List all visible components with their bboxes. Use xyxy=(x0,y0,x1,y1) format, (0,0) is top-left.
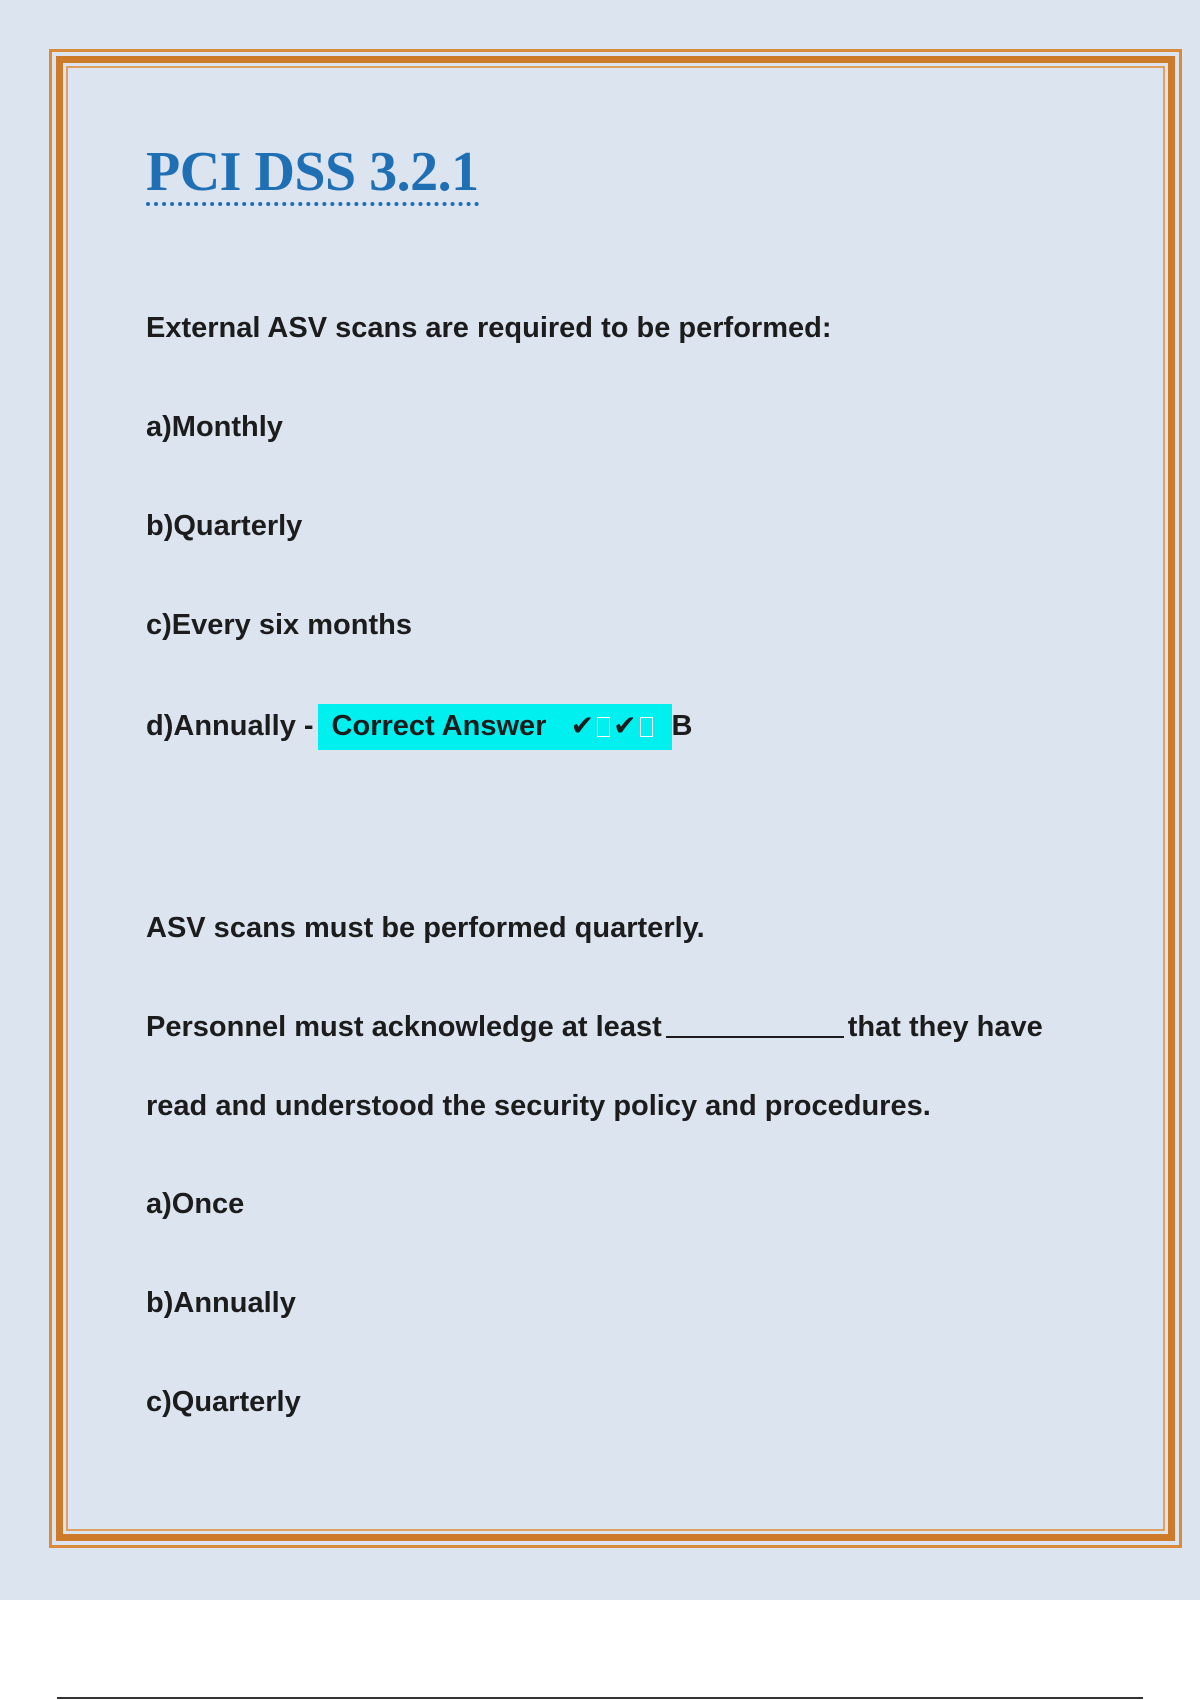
q2-option-b: b)Annually xyxy=(146,1287,296,1319)
document-title: PCI DSS 3.2.1 xyxy=(146,144,479,206)
q1-explanation: ASV scans must be performed quarterly. xyxy=(146,912,705,944)
q1-option-a: a)Monthly xyxy=(146,411,283,443)
missing-glyph-box-icon xyxy=(640,717,653,737)
correct-answer-highlight xyxy=(318,704,672,750)
correct-answer-letter: B xyxy=(671,710,693,742)
q1-option-d: d)Annually - xyxy=(146,710,314,742)
answer-blank xyxy=(666,1036,844,1038)
question-2-part-2: that they have xyxy=(847,1011,1043,1043)
question-2-part-1: Personnel must acknowledge at least xyxy=(146,1011,662,1043)
question-2-line-1 xyxy=(146,1013,1043,1042)
question-1: External ASV scans are required to be performed: xyxy=(146,312,832,344)
correct-answer-label: Correct Answer xyxy=(331,710,547,742)
checkmark-icon: ✔ xyxy=(613,709,637,742)
footer-divider xyxy=(57,1697,1143,1699)
q1-option-d-row xyxy=(146,709,693,742)
q1-option-c: c)Every six months xyxy=(146,609,412,641)
missing-glyph-box-icon xyxy=(597,717,610,737)
q2-option-c: c)Quarterly xyxy=(146,1386,301,1418)
q1-option-b: b)Quarterly xyxy=(146,510,303,542)
question-2-line-2: read and understood the security policy and procedures. xyxy=(146,1090,931,1122)
checkmark-icon: ✔ xyxy=(570,709,595,742)
q2-option-a: a)Once xyxy=(146,1188,245,1220)
